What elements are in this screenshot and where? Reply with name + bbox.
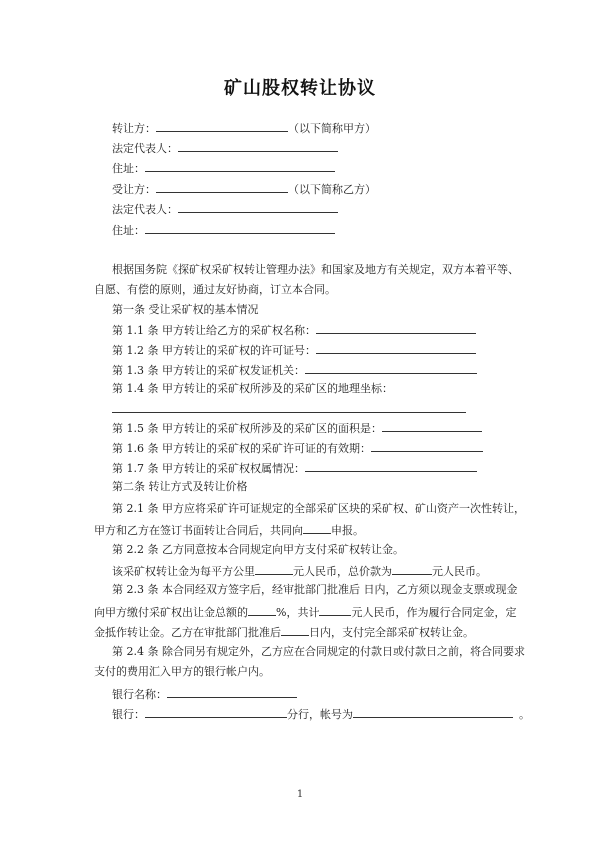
page-number: 1 <box>296 789 304 800</box>
transferee-note: （以下简称乙方） <box>288 183 376 196</box>
clause-2-3-c <box>94 624 474 640</box>
clause-1-7-blank[interactable] <box>305 460 477 472</box>
account-number-blank[interactable] <box>353 706 513 718</box>
section1-heading: 第一条 受让采矿权的基本情况 <box>112 303 259 316</box>
clause-2-3-b-text-2: %，共计 <box>276 606 320 619</box>
clause-1-1 <box>112 322 476 338</box>
address-line-2 <box>112 222 335 238</box>
clause-2-3-c-text-1: 金抵作转让金。乙方在审批部门批准后 <box>94 626 281 639</box>
transferor-note: （以下简称甲方） <box>288 122 376 135</box>
clause-2-2-b-text-1: 该采矿权转让金为每平方公里 <box>112 565 255 578</box>
clause-2-2-b-text-2: 元人民币，总价款为 <box>293 565 392 578</box>
clause-1-1-blank[interactable] <box>316 322 476 334</box>
legal-rep-label: 法定代表人： <box>112 142 178 155</box>
deposit-amount-blank[interactable] <box>319 604 351 616</box>
bank-name-line <box>112 686 297 702</box>
clause-2-2-b-text-3: 元人民币。 <box>432 565 487 578</box>
address-line <box>112 160 335 176</box>
address-blank-2[interactable] <box>145 222 335 234</box>
address-label-2: 住址： <box>112 224 145 237</box>
clause-1-2 <box>112 342 476 358</box>
transferor-blank[interactable] <box>156 120 288 132</box>
clause-1-7 <box>112 460 477 476</box>
clause-2-3-b <box>94 604 516 620</box>
coordinates-blank[interactable] <box>112 412 466 413</box>
clause-1-1-text: 第 1.1 条 甲方转让给乙方的采矿权名称： <box>112 324 316 337</box>
clause-1-6 <box>112 440 483 456</box>
clause-2-3-c-text-2: 日内，支付完全部采矿权转让金。 <box>309 626 474 639</box>
bank-name-label: 银行名称： <box>112 688 167 701</box>
percent-blank[interactable] <box>248 604 276 616</box>
transferee-blank[interactable] <box>156 181 288 193</box>
total-price-blank[interactable] <box>392 563 432 575</box>
clause-2-3-b-text-3: 元人民币，作为履行合同定金，定 <box>351 606 517 619</box>
clause-1-5-blank[interactable] <box>382 420 482 432</box>
payment-days-blank[interactable] <box>281 624 309 636</box>
price-per-km-blank[interactable] <box>255 563 293 575</box>
clause-2-2-b <box>112 563 487 579</box>
transferor-line <box>112 120 376 136</box>
legal-rep-blank-2[interactable] <box>178 201 338 213</box>
clause-2-2: 第 2.2 条 乙方同意按本合同规定向甲方支付采矿权转让金。 <box>112 543 404 556</box>
legal-rep-label-2: 法定代表人： <box>112 203 178 216</box>
page-title: 矿山股权转让协议 <box>224 78 376 99</box>
address-blank[interactable] <box>145 160 335 172</box>
clause-2-3-a: 第 2.3 条 本合同经双方签字后，经审批部门批准后 日内，乙方须以现金支票或现金 <box>112 583 518 596</box>
clause-1-7-text: 第 1.7 条 甲方转让的采矿权权属情况： <box>112 462 305 475</box>
preamble-line-2: 自愿、有偿的原则，通过友好协商，订立本合同。 <box>94 283 336 296</box>
clause-2-1-blank[interactable] <box>303 522 331 534</box>
bank-label: 银行： <box>112 708 145 721</box>
branch-label: 分行，帐号为 <box>287 708 353 721</box>
legal-rep-line <box>112 140 338 156</box>
clause-2-4-a: 第 2.4 条 除合同另有规定外，乙方应在合同规定的付款日或付款日之前，将合同要求 <box>112 645 525 658</box>
clause-1-4: 第 1.4 条 甲方转让的采矿权所涉及的采矿区的地理坐标： <box>112 382 393 395</box>
legal-rep-line-2 <box>112 201 338 217</box>
section2-heading: 第二条 转让方式及转让价格 <box>112 480 248 493</box>
clause-1-2-blank[interactable] <box>316 342 476 354</box>
clause-1-6-blank[interactable] <box>371 440 483 452</box>
bank-line <box>112 706 530 722</box>
clause-1-2-text: 第 1.2 条 甲方转让的采矿权的许可证号： <box>112 344 316 357</box>
bank-blank[interactable] <box>145 706 287 718</box>
clause-1-3-text: 第 1.3 条 甲方转让的采矿权发证机关： <box>112 364 305 377</box>
clause-2-1-b-text-2: 申报。 <box>331 524 364 537</box>
clause-1-3-blank[interactable] <box>305 362 477 374</box>
transferee-label: 受让方： <box>112 183 156 196</box>
end-mark: 。 <box>519 708 530 721</box>
transferee-line <box>112 181 376 197</box>
bank-name-blank[interactable] <box>167 686 297 698</box>
clause-2-1-b <box>94 522 364 538</box>
transferor-label: 转让方： <box>112 122 156 135</box>
legal-rep-blank[interactable] <box>178 140 338 152</box>
clause-1-5 <box>112 420 482 436</box>
clause-1-5-text: 第 1.5 条 甲方转让的采矿权所涉及的采矿区的面积是： <box>112 422 382 435</box>
clause-2-3-b-text-1: 向甲方缴付采矿权出让金总额的 <box>94 606 248 619</box>
clause-1-6-text: 第 1.6 条 甲方转让的采矿权的采矿许可证的有效期： <box>112 442 371 455</box>
address-label: 住址： <box>112 162 145 175</box>
clause-2-1-b-text-1: 甲方和乙方在签订书面转让合同后，共同向 <box>94 524 303 537</box>
clause-2-4-b: 支付的费用汇入甲方的银行帐户内。 <box>94 665 270 678</box>
preamble-line-1: 根据国务院《探矿权采矿权转让管理办法》和国家及地方有关规定，双方本着平等、 <box>112 263 519 276</box>
clause-2-1-a: 第 2.1 条 甲方应将采矿许可证规定的全部采矿区块的采矿权、矿山资产一次性转让， <box>112 502 525 515</box>
clause-1-3 <box>112 362 477 378</box>
